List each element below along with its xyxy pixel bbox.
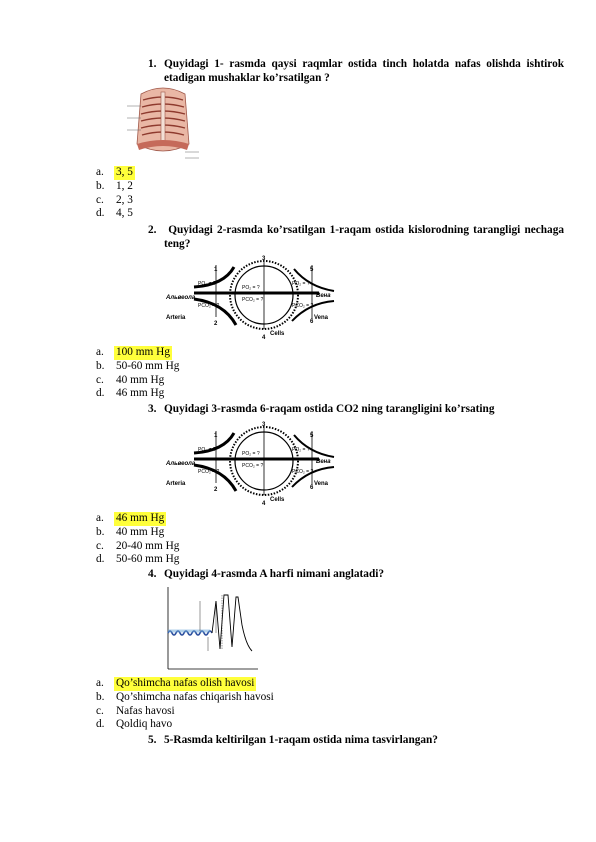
option-2d[interactable] (96, 387, 181, 401)
label-1: 1 (214, 433, 218, 439)
option-2b[interactable] (96, 360, 181, 374)
label-pco2-center: PCO₂ = ? (242, 297, 264, 303)
label-1: 1 (214, 267, 218, 273)
label-3: 3 (262, 422, 266, 428)
option-letter: b. (96, 179, 105, 192)
option-text: 100 mm Hg (116, 346, 170, 358)
question-5 (148, 733, 548, 747)
option-4a[interactable] (96, 677, 276, 691)
question-2-text: Quyidagi 2-rasmda ko’rsatilgan 1-raqam ostida kislorodning tarangligi nechaga teng? (164, 224, 564, 250)
question-5-number: 5. (148, 734, 157, 746)
label-6: 6 (310, 485, 314, 491)
option-text: Nafas havosi (116, 704, 175, 717)
option-text: 3, 5 (116, 166, 133, 178)
option-letter: b. (96, 690, 105, 703)
option-4b[interactable] (96, 691, 276, 705)
label-pco2-right: PCO₂ = ? (292, 469, 314, 475)
label-vena: Vena (314, 481, 329, 487)
label-po2-right: PO₂ = ? (292, 281, 310, 287)
option-letter: a. (96, 512, 104, 524)
label-3: 3 (262, 256, 266, 262)
question-3 (148, 402, 564, 416)
label-alveol: Альвеола (166, 461, 196, 467)
figure-1-ribcage (127, 84, 199, 166)
question-1-number: 1. (148, 58, 157, 70)
options-4 (96, 677, 276, 732)
option-3d[interactable] (96, 553, 181, 567)
option-text: Qoldiq havo (116, 718, 173, 731)
option-letter: a. (96, 346, 104, 358)
question-4-number: 4. (148, 568, 157, 580)
option-text: Qo’shimcha nafas olish havosi (116, 677, 255, 689)
label-venule: Вена (316, 459, 331, 465)
option-letter: c. (96, 373, 104, 386)
label-pco2-left: PCO₂ = ? (198, 303, 220, 309)
question-4-text: Quyidagi 4-rasmda A harfi nimani anglatadi? (164, 568, 385, 580)
option-3b[interactable] (96, 526, 181, 540)
question-2-number: 2. (148, 224, 157, 236)
question-1-text: Quyidagi 1- rasmda qaysi raqmlar ostida tinch holatda nafas olishda ishtirok etadigan mushaklar ko’rsatilgan ? (164, 58, 564, 84)
label-po2-center: PO₂ = ? (242, 451, 260, 457)
label-5: 5 (310, 267, 314, 273)
option-letter: d. (96, 207, 105, 220)
option-text: 46 mm Hg (116, 387, 165, 400)
option-2c[interactable] (96, 374, 181, 388)
label-6: 6 (310, 319, 314, 325)
label-po2-right: PO₂ = ? (292, 447, 310, 453)
option-text: 50-60 mm Hg (116, 553, 180, 566)
option-text: Qo’shimcha nafas chiqarish havosi (116, 690, 274, 703)
option-3c[interactable] (96, 540, 181, 554)
question-3-text: Quyidagi 3-rasmda 6-raqam ostida CO2 ning tarangligini ko’rsating (164, 403, 495, 415)
option-1b[interactable] (96, 180, 135, 194)
label-po2-left: PO₂ = ? (198, 281, 216, 287)
option-1c[interactable] (96, 194, 135, 208)
label-cells: Cells (270, 331, 285, 337)
option-text: 50-60 mm Hg (116, 359, 180, 372)
question-5-text: 5-Rasmda keltirilgan 1-raqam ostida nima tasvirlangan? (164, 734, 438, 746)
option-letter: b. (96, 525, 105, 538)
option-letter: a. (96, 166, 104, 178)
option-1d[interactable] (96, 207, 135, 221)
option-3a[interactable] (96, 512, 181, 526)
label-pco2-left: PCO₂ = ? (198, 469, 220, 475)
options-1 (96, 166, 135, 221)
label-pco2-right: PCO₂ = ? (292, 303, 314, 309)
label-po2-center: PO₂ = ? (242, 285, 260, 291)
label-po2-left: PO₂ = ? (198, 447, 216, 453)
label-vena: Vena (314, 315, 329, 321)
option-letter: b. (96, 359, 105, 372)
option-4c[interactable] (96, 705, 276, 719)
label-4: 4 (262, 335, 266, 341)
option-letter: c. (96, 704, 104, 717)
question-2 (148, 223, 564, 251)
figure-2-gas-exchange (164, 255, 344, 343)
option-letter: d. (96, 553, 105, 566)
label-venule: Вена (316, 293, 331, 299)
option-1a[interactable] (96, 166, 135, 180)
label-4: 4 (262, 501, 266, 507)
label-arteria: Arteria (166, 315, 186, 321)
option-text: 20-40 mm Hg (116, 539, 180, 552)
option-letter: d. (96, 718, 105, 731)
option-text: 40 mm Hg (116, 525, 165, 538)
figure-4-spirogram (164, 585, 260, 673)
option-letter: c. (96, 539, 104, 552)
option-letter: c. (96, 193, 104, 206)
option-text: 4, 5 (116, 207, 133, 220)
label-2: 2 (214, 487, 218, 493)
option-4d[interactable] (96, 718, 276, 732)
option-text: 40 mm Hg (116, 373, 165, 386)
label-cells: Cells (270, 497, 285, 503)
label-arteria: Arteria (166, 481, 186, 487)
question-3-number: 3. (148, 403, 157, 415)
option-letter: d. (96, 387, 105, 400)
options-3 (96, 512, 181, 567)
option-letter: a. (96, 677, 104, 689)
option-text: 46 mm Hg (116, 512, 165, 524)
label-5: 5 (310, 433, 314, 439)
options-2 (96, 346, 181, 401)
option-text: 1, 2 (116, 179, 133, 192)
label-pco2-center: PCO₂ = ? (242, 463, 264, 469)
figure-3-gas-exchange (164, 421, 344, 509)
question-4 (148, 567, 548, 581)
label-alveol: Альвеола (166, 295, 196, 301)
question-1 (148, 57, 564, 85)
option-text: 2, 3 (116, 193, 133, 206)
option-2a[interactable] (96, 346, 181, 360)
label-2: 2 (214, 321, 218, 327)
